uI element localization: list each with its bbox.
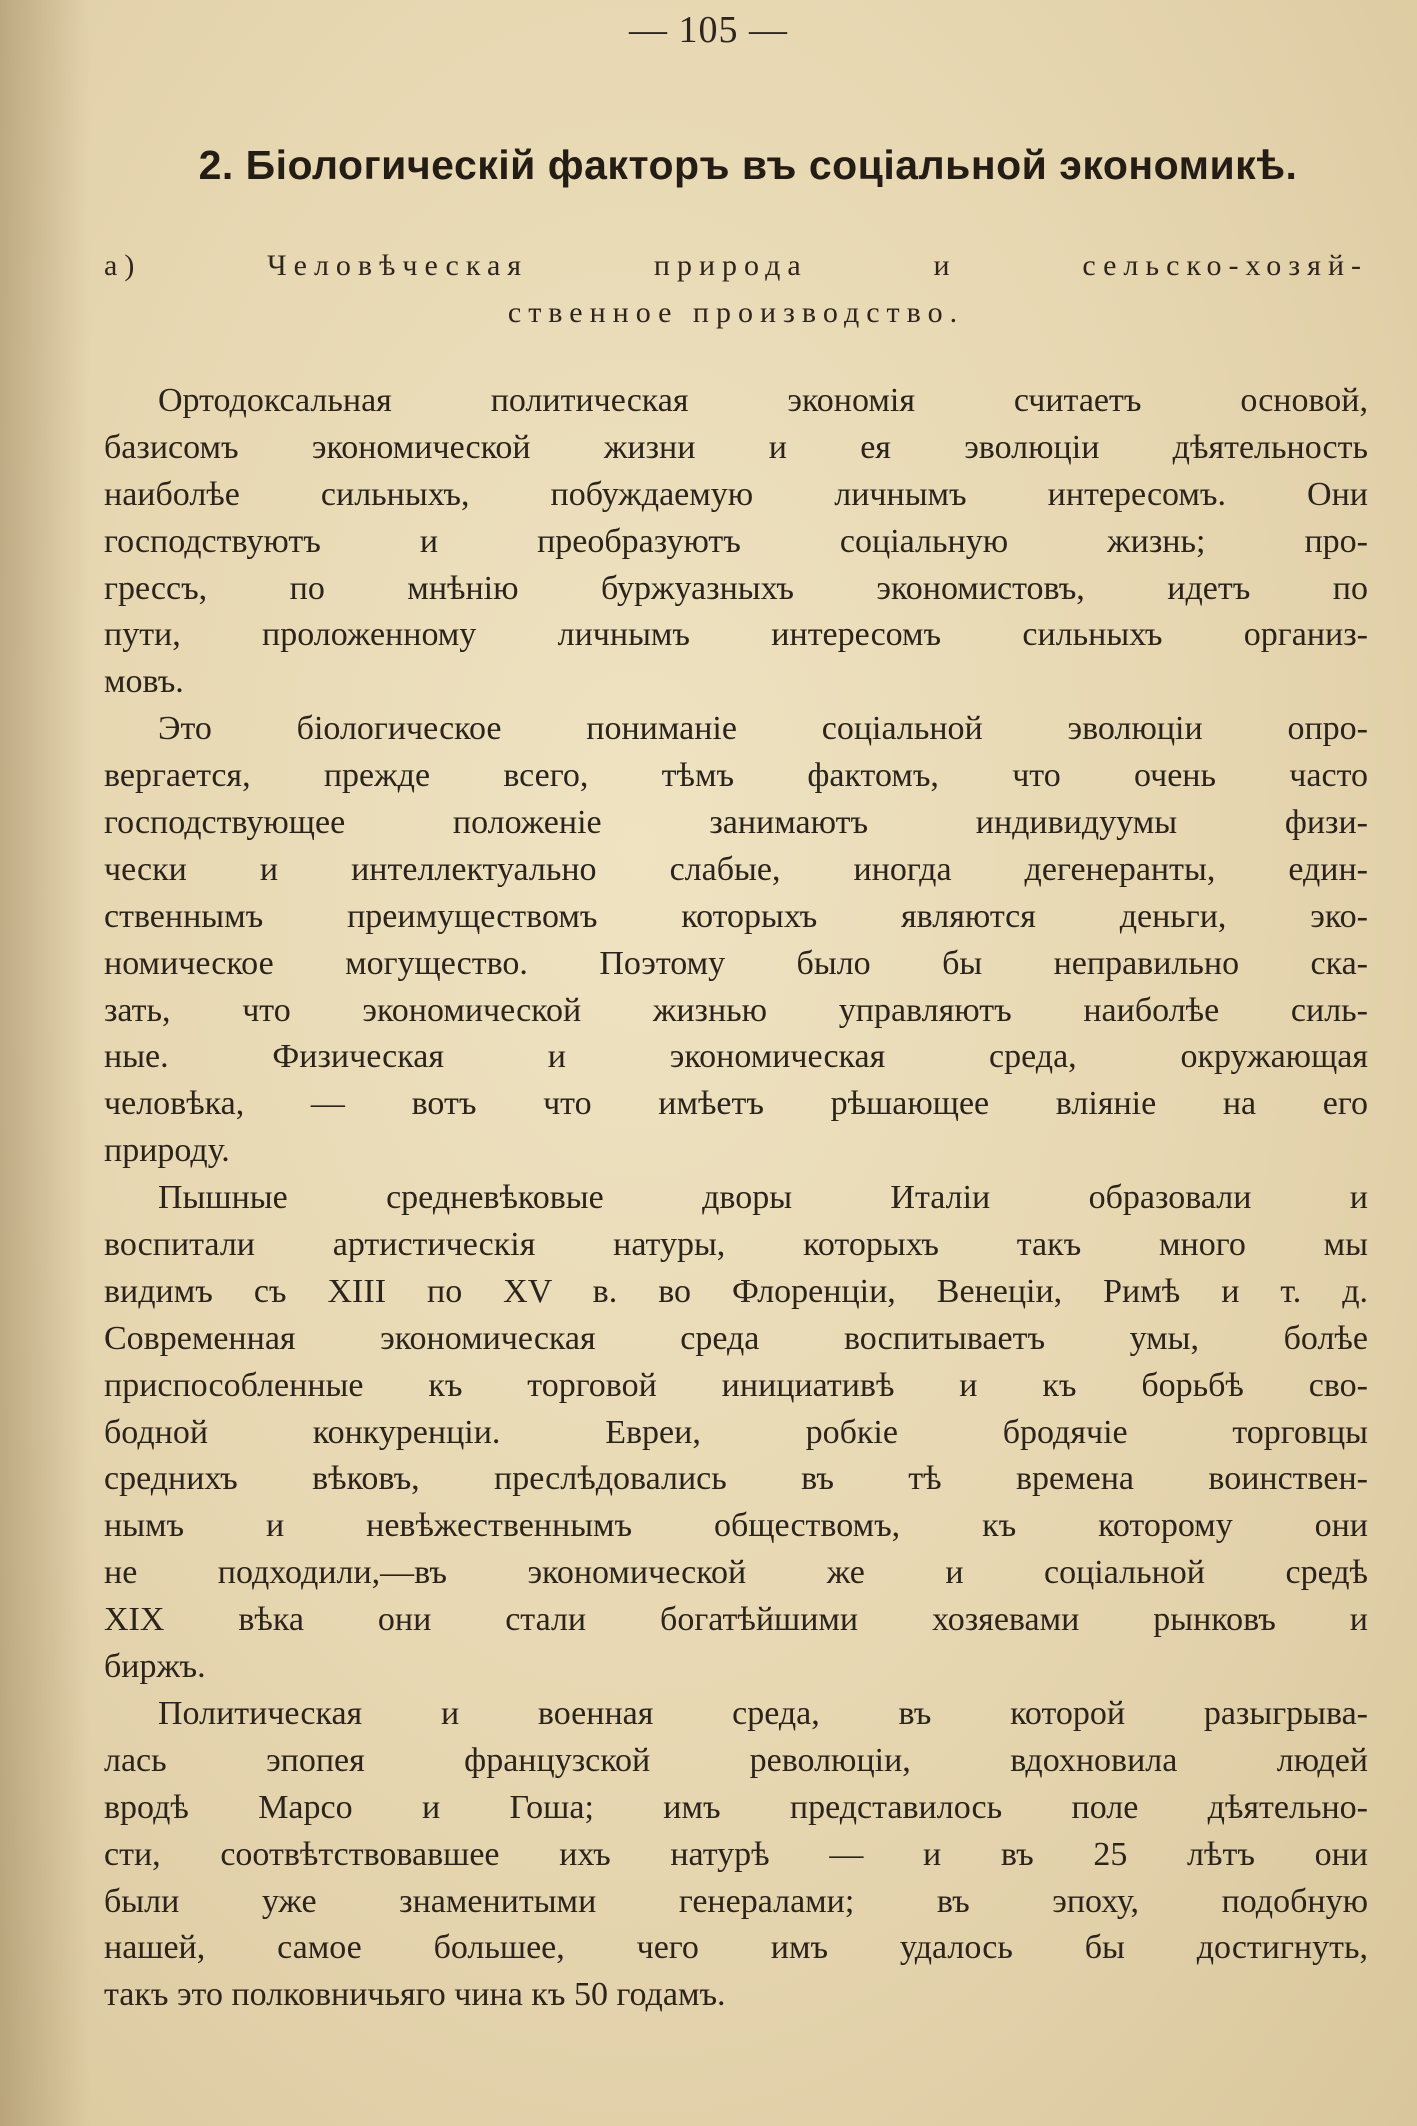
text-line: Политическая и военная среда, въ которой разыгрыва- <box>158 1694 1368 1732</box>
text-line: господствующее положеніе занимаютъ индивидуумы физи- <box>104 804 1368 842</box>
text-line: Современная экономическая среда воспитываетъ умы, болѣе <box>104 1319 1368 1357</box>
text-line: среднихъ вѣковъ, преслѣдовались въ тѣ времена воинствен- <box>104 1460 1368 1498</box>
text-line: Это біологическое пониманіе соціальной эволюціи опро- <box>158 710 1368 748</box>
text-line: господствуютъ и преобразуютъ соціальную жизнь; про- <box>104 522 1368 560</box>
text-line: пути, проложенному личнымъ интересомъ сильныхъ организ- <box>104 616 1368 654</box>
text-line: зать, что экономической жизнью управляютъ наиболѣе силь- <box>104 991 1368 1029</box>
text-line: такъ это полковничьяго чина къ 50 годамъ. <box>104 1976 726 2014</box>
text-line: нымъ и невѣжественнымъ обществомъ, къ которому они <box>104 1507 1368 1545</box>
text-line: XIX вѣка они стали богатѣйшими хозяевами рынковъ и <box>104 1601 1368 1639</box>
text-line: лась эпопея французской революціи, вдохновила людей <box>104 1741 1368 1779</box>
text-line: вродѣ Марсо и Гоша; имъ представилось поле дѣятельно- <box>104 1788 1368 1826</box>
text-line: мовъ. <box>104 663 184 701</box>
text-line: биржъ. <box>104 1648 206 1686</box>
spine-shadow <box>0 0 90 2126</box>
subsection-line-2: ственное производство. <box>507 296 965 329</box>
text-line: природу. <box>104 1132 230 1170</box>
page-number: — 105 — <box>629 9 788 51</box>
text-line: не подходили,—въ экономической же и соціальной средѣ <box>104 1554 1368 1592</box>
text-line: человѣка, — вотъ что имѣетъ рѣшающее вліяніе на его <box>104 1085 1368 1123</box>
text-line: чески и интеллектуально слабые, иногда дегенеранты, един- <box>104 850 1368 888</box>
text-line: видимъ съ XIII по XV в. во Флоренціи, Венеціи, Римѣ и т. д. <box>104 1272 1368 1310</box>
body-text <box>104 378 1368 2019</box>
text-line: ственнымъ преимуществомъ которыхъ являются деньги, эко- <box>104 897 1368 935</box>
text-line: грессъ, по мнѣнію буржуазныхъ экономистовъ, идетъ по <box>104 569 1368 607</box>
subsection-line-1: а) Человѣческая природа и сельско-хозяй- <box>104 249 1368 282</box>
text-line: Пышные средневѣковые дворы Италіи образовали и <box>158 1179 1368 1217</box>
paragraph <box>104 706 1368 1175</box>
text-line: ные. Физическая и экономическая среда, окружающая <box>104 1038 1368 1076</box>
text-line: Ортодоксальная политическая экономія считаетъ основой, <box>158 382 1368 419</box>
text-line: были уже знаменитыми генералами; въ эпоху, подобную <box>104 1882 1368 1920</box>
text-line: сти, соотвѣтствовавшее ихъ натурѣ — и въ 25 лѣтъ они <box>104 1835 1368 1873</box>
text-line: воспитали артистическія натуры, которыхъ такъ много мы <box>104 1226 1368 1264</box>
text-line: вергается, прежде всего, тѣмъ фактомъ, что очень часто <box>104 757 1368 795</box>
subsection-heading <box>104 242 1368 336</box>
section-title: 2. Біологическій факторъ въ соціальной экономикѣ. <box>198 142 1298 188</box>
paragraph <box>104 1175 1368 1691</box>
text-line: нашей, самое большее, чего имъ удалось бы достигнуть, <box>104 1929 1368 1967</box>
paragraph <box>104 1691 1368 2019</box>
text-line: приспособленные къ торговой инициативѣ и къ борьбѣ сво- <box>104 1366 1368 1404</box>
text-line: наиболѣе сильныхъ, побуждаемую личнымъ интересомъ. Они <box>104 475 1368 513</box>
paragraph <box>104 378 1368 706</box>
text-line: бодной конкуренціи. Евреи, робкіе бродячіе торговцы <box>104 1413 1368 1451</box>
text-line: базисомъ экономической жизни и ея эволюціи дѣятельность <box>104 428 1368 466</box>
text-line: номическое могущество. Поэтому было бы неправильно ска- <box>104 944 1368 982</box>
